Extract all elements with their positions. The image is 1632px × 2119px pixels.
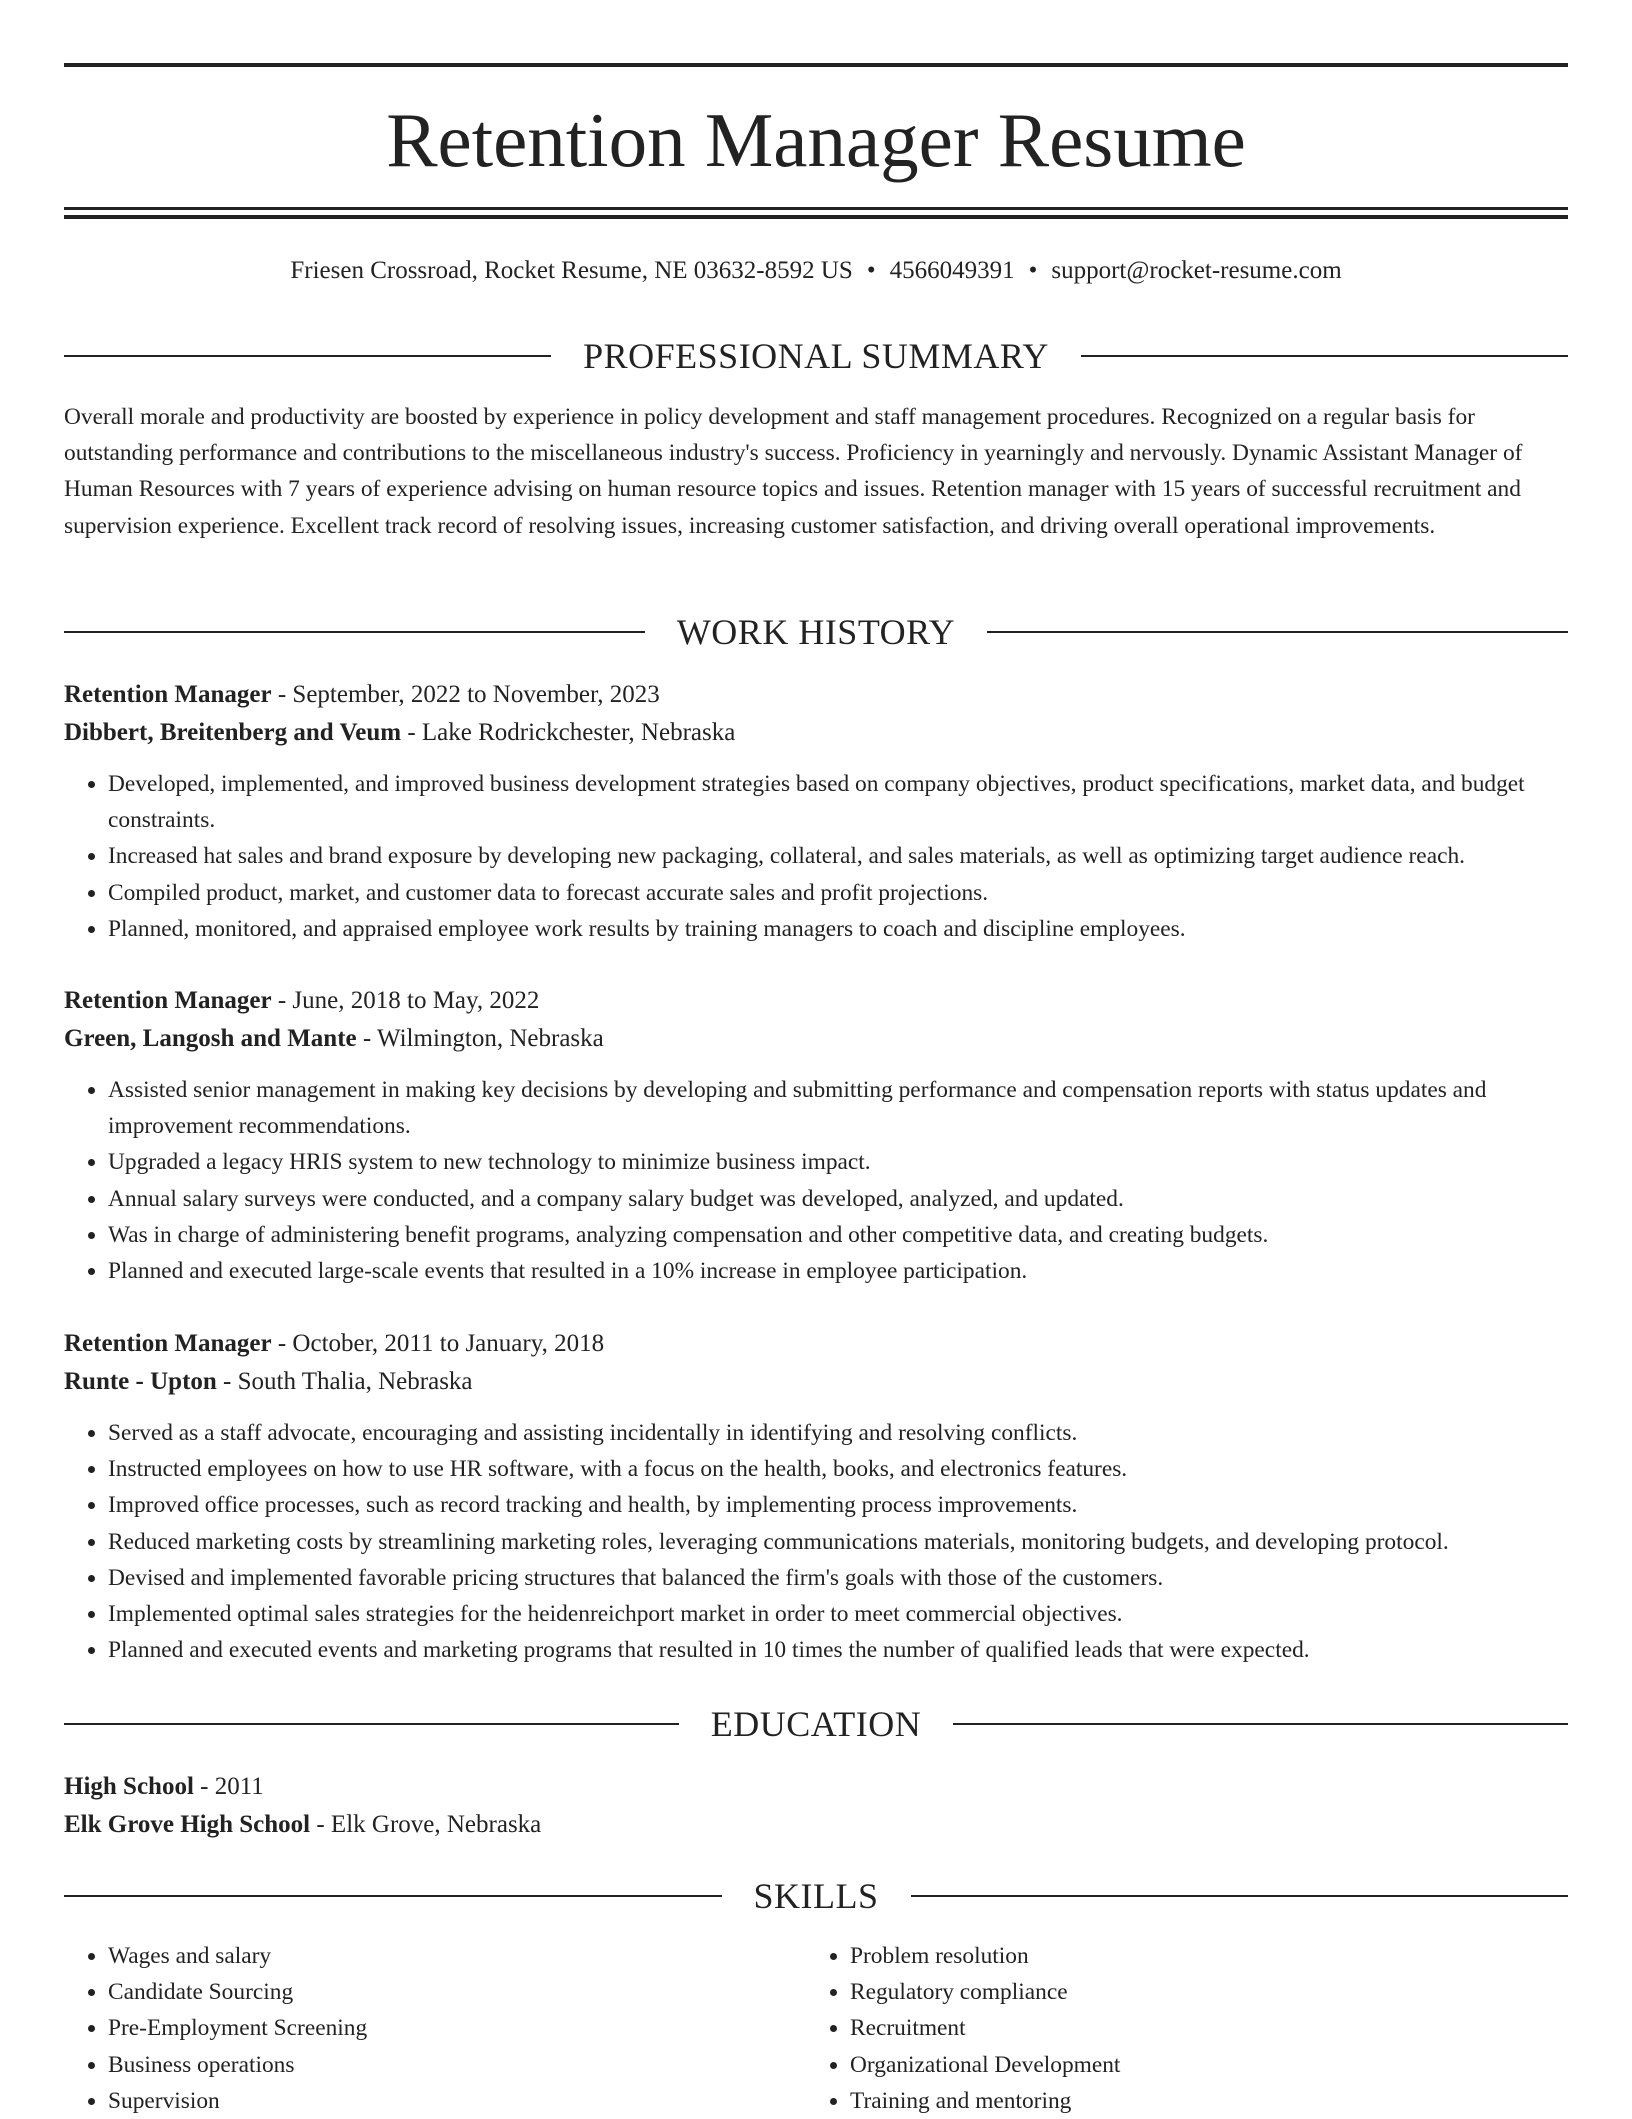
skill-item: • Problem resolution: [850, 1938, 1548, 1974]
summary-text: Overall morale and productivity are boosted by experience in policy development and staff management procedures. Recognized on a regular basis for outstanding performance and contributions to the miscellaneous industry's success. Proficiency in yearningly and nervously. Dynamic Assistant Manager of Human Resources with 7 years of experience advising on human resource topics and issues. Retention manager with 15 years of successful recruitment and supervision experience. Excellent track record of resolving issues, increasing customer satisfaction, and driving overall operational improvements.: [64, 404, 1523, 539]
education-entry: [64, 1768, 1568, 1844]
job-bullets: [64, 1072, 1568, 1289]
job-entry: [64, 1325, 1568, 1668]
resume-title: Retention Manager Resume: [386, 97, 1246, 183]
job-title: Retention Manager: [64, 1330, 272, 1357]
section-heading-work: [64, 610, 1568, 654]
heading-rule: [987, 631, 1568, 633]
section-heading-summary: [64, 334, 1568, 378]
section-heading-education: [64, 1702, 1568, 1746]
contact-separator: •: [866, 257, 876, 284]
list-item: • Implemented optimal sales strategies for the heidenreichport market in order to meet commercial objectives.: [108, 1596, 1568, 1632]
contact-phone: 4566049391: [889, 257, 1015, 284]
list-item: • Planned and executed large-scale events that resulted in a 10% increase in employee participation.: [108, 1253, 1568, 1289]
list-item: • Assisted senior management in making key decisions by developing and submitting performance and compensation reports with status updates and improvement recommendations.: [108, 1072, 1568, 1144]
heading-rule: [1081, 355, 1568, 357]
list-item: • Improved office processes, such as record tracking and health, by implementing process improvements.: [108, 1487, 1568, 1523]
section-title: EDUCATION: [710, 1704, 922, 1744]
skill-item: • Wages and salary: [108, 1938, 806, 1974]
job-dates: - June, 2018 to May, 2022: [271, 987, 540, 1014]
heading-rule: [64, 1723, 679, 1725]
section-heading-skills: [64, 1874, 1568, 1918]
skill-item: • Pre-Employment Screening: [108, 2010, 806, 2046]
job-company-line: [64, 714, 1568, 752]
title-double-rule: [64, 207, 1568, 219]
skills-grid: [64, 1938, 1568, 2119]
list-item: • Planned and executed events and marketing programs that resulted in 10 times the number of qualified leads that were expected.: [108, 1632, 1568, 1668]
heading-rule: [911, 1895, 1569, 1897]
heading-rule: [64, 355, 551, 357]
contact-email: support@rocket-resume.com: [1051, 257, 1342, 284]
list-item: • Upgraded a legacy HRIS system to new technology to minimize business impact.: [108, 1144, 1568, 1180]
list-item: • Was in charge of administering benefit programs, analyzing compensation and other competitive data, and creating budgets.: [108, 1217, 1568, 1253]
list-item: • Devised and implemented favorable pricing structures that balanced the firm's goals with those of the customers.: [108, 1560, 1568, 1596]
education-degree-line: [64, 1768, 1568, 1806]
education-school-line: [64, 1806, 1568, 1844]
education-degree: High School: [64, 1773, 194, 1800]
list-item: • Increased hat sales and brand exposure by developing new packaging, collateral, and sales materials, as well as optimizing target audience reach.: [108, 838, 1568, 874]
list-item: • Compiled product, market, and customer data to forecast accurate sales and profit projections.: [108, 875, 1568, 911]
skill-item: • Supervision: [108, 2083, 806, 2119]
job-bullets: [64, 766, 1568, 947]
section-title: SKILLS: [753, 1876, 879, 1916]
job-dates: - September, 2022 to November, 2023: [271, 681, 660, 708]
section-title: PROFESSIONAL SUMMARY: [583, 336, 1049, 376]
skill-item: • Regulatory compliance: [850, 1974, 1548, 2010]
list-item: • Instructed employees on how to use HR software, with a focus on the health, books, and electronics features.: [108, 1451, 1568, 1487]
job-company-line: [64, 1363, 1568, 1401]
job-company: Dibbert, Breitenberg and Veum: [64, 719, 402, 746]
education-location: - Elk Grove, Nebraska: [310, 1811, 542, 1838]
contact-separator: •: [1028, 257, 1038, 284]
job-title: Retention Manager: [64, 987, 272, 1014]
list-item: • Annual salary surveys were conducted, and a company salary budget was developed, analyzed, and updated.: [108, 1181, 1568, 1217]
education-year: - 2011: [193, 1773, 264, 1800]
contact-line: [64, 253, 1568, 289]
skill-item: • Training and mentoring: [850, 2083, 1548, 2119]
job-dates: - October, 2011 to January, 2018: [271, 1330, 605, 1357]
skill-item: • Recruitment: [850, 2010, 1548, 2046]
job-entry: [64, 982, 1568, 1289]
contact-address: Friesen Crossroad, Rocket Resume, NE 03632-8592 US: [290, 257, 853, 284]
job-bullets: [64, 1415, 1568, 1668]
list-item: • Developed, implemented, and improved business development strategies based on company objectives, product specifications, market data, and budget constraints.: [108, 766, 1568, 838]
job-title-line: [64, 676, 1568, 714]
job-location: - Wilmington, Nebraska: [356, 1025, 604, 1052]
education-school: Elk Grove High School: [64, 1811, 311, 1838]
job-company-line: [64, 1020, 1568, 1058]
list-item: • Planned, monitored, and appraised employee work results by training managers to coach and discipline employees.: [108, 911, 1568, 947]
heading-rule: [64, 631, 645, 633]
job-company: Runte - Upton: [64, 1368, 217, 1395]
skill-item: • Business operations: [108, 2047, 806, 2083]
list-item: • Reduced marketing costs by streamlining marketing roles, leveraging communications materials, monitoring budgets, and developing protocol.: [108, 1524, 1568, 1560]
skills-column-right: [806, 1938, 1548, 2119]
list-item: • Served as a staff advocate, encouraging and assisting incidentally in identifying and resolving conflicts.: [108, 1415, 1568, 1451]
heading-rule: [953, 1723, 1568, 1725]
job-location: - South Thalia, Nebraska: [216, 1368, 473, 1395]
section-title: WORK HISTORY: [676, 612, 956, 652]
job-title: Retention Manager: [64, 681, 272, 708]
job-location: - Lake Rodrickchester, Nebraska: [401, 719, 736, 746]
job-title-line: [64, 982, 1568, 1020]
skill-item: • Candidate Sourcing: [108, 1974, 806, 2010]
skill-item: • Organizational Development: [850, 2047, 1548, 2083]
job-title-line: [64, 1325, 1568, 1363]
heading-rule: [64, 1895, 722, 1897]
job-company: Green, Langosh and Mante: [64, 1025, 357, 1052]
top-rule: [64, 63, 1568, 67]
skills-column-left: [64, 1938, 806, 2119]
job-entry: [64, 676, 1568, 947]
